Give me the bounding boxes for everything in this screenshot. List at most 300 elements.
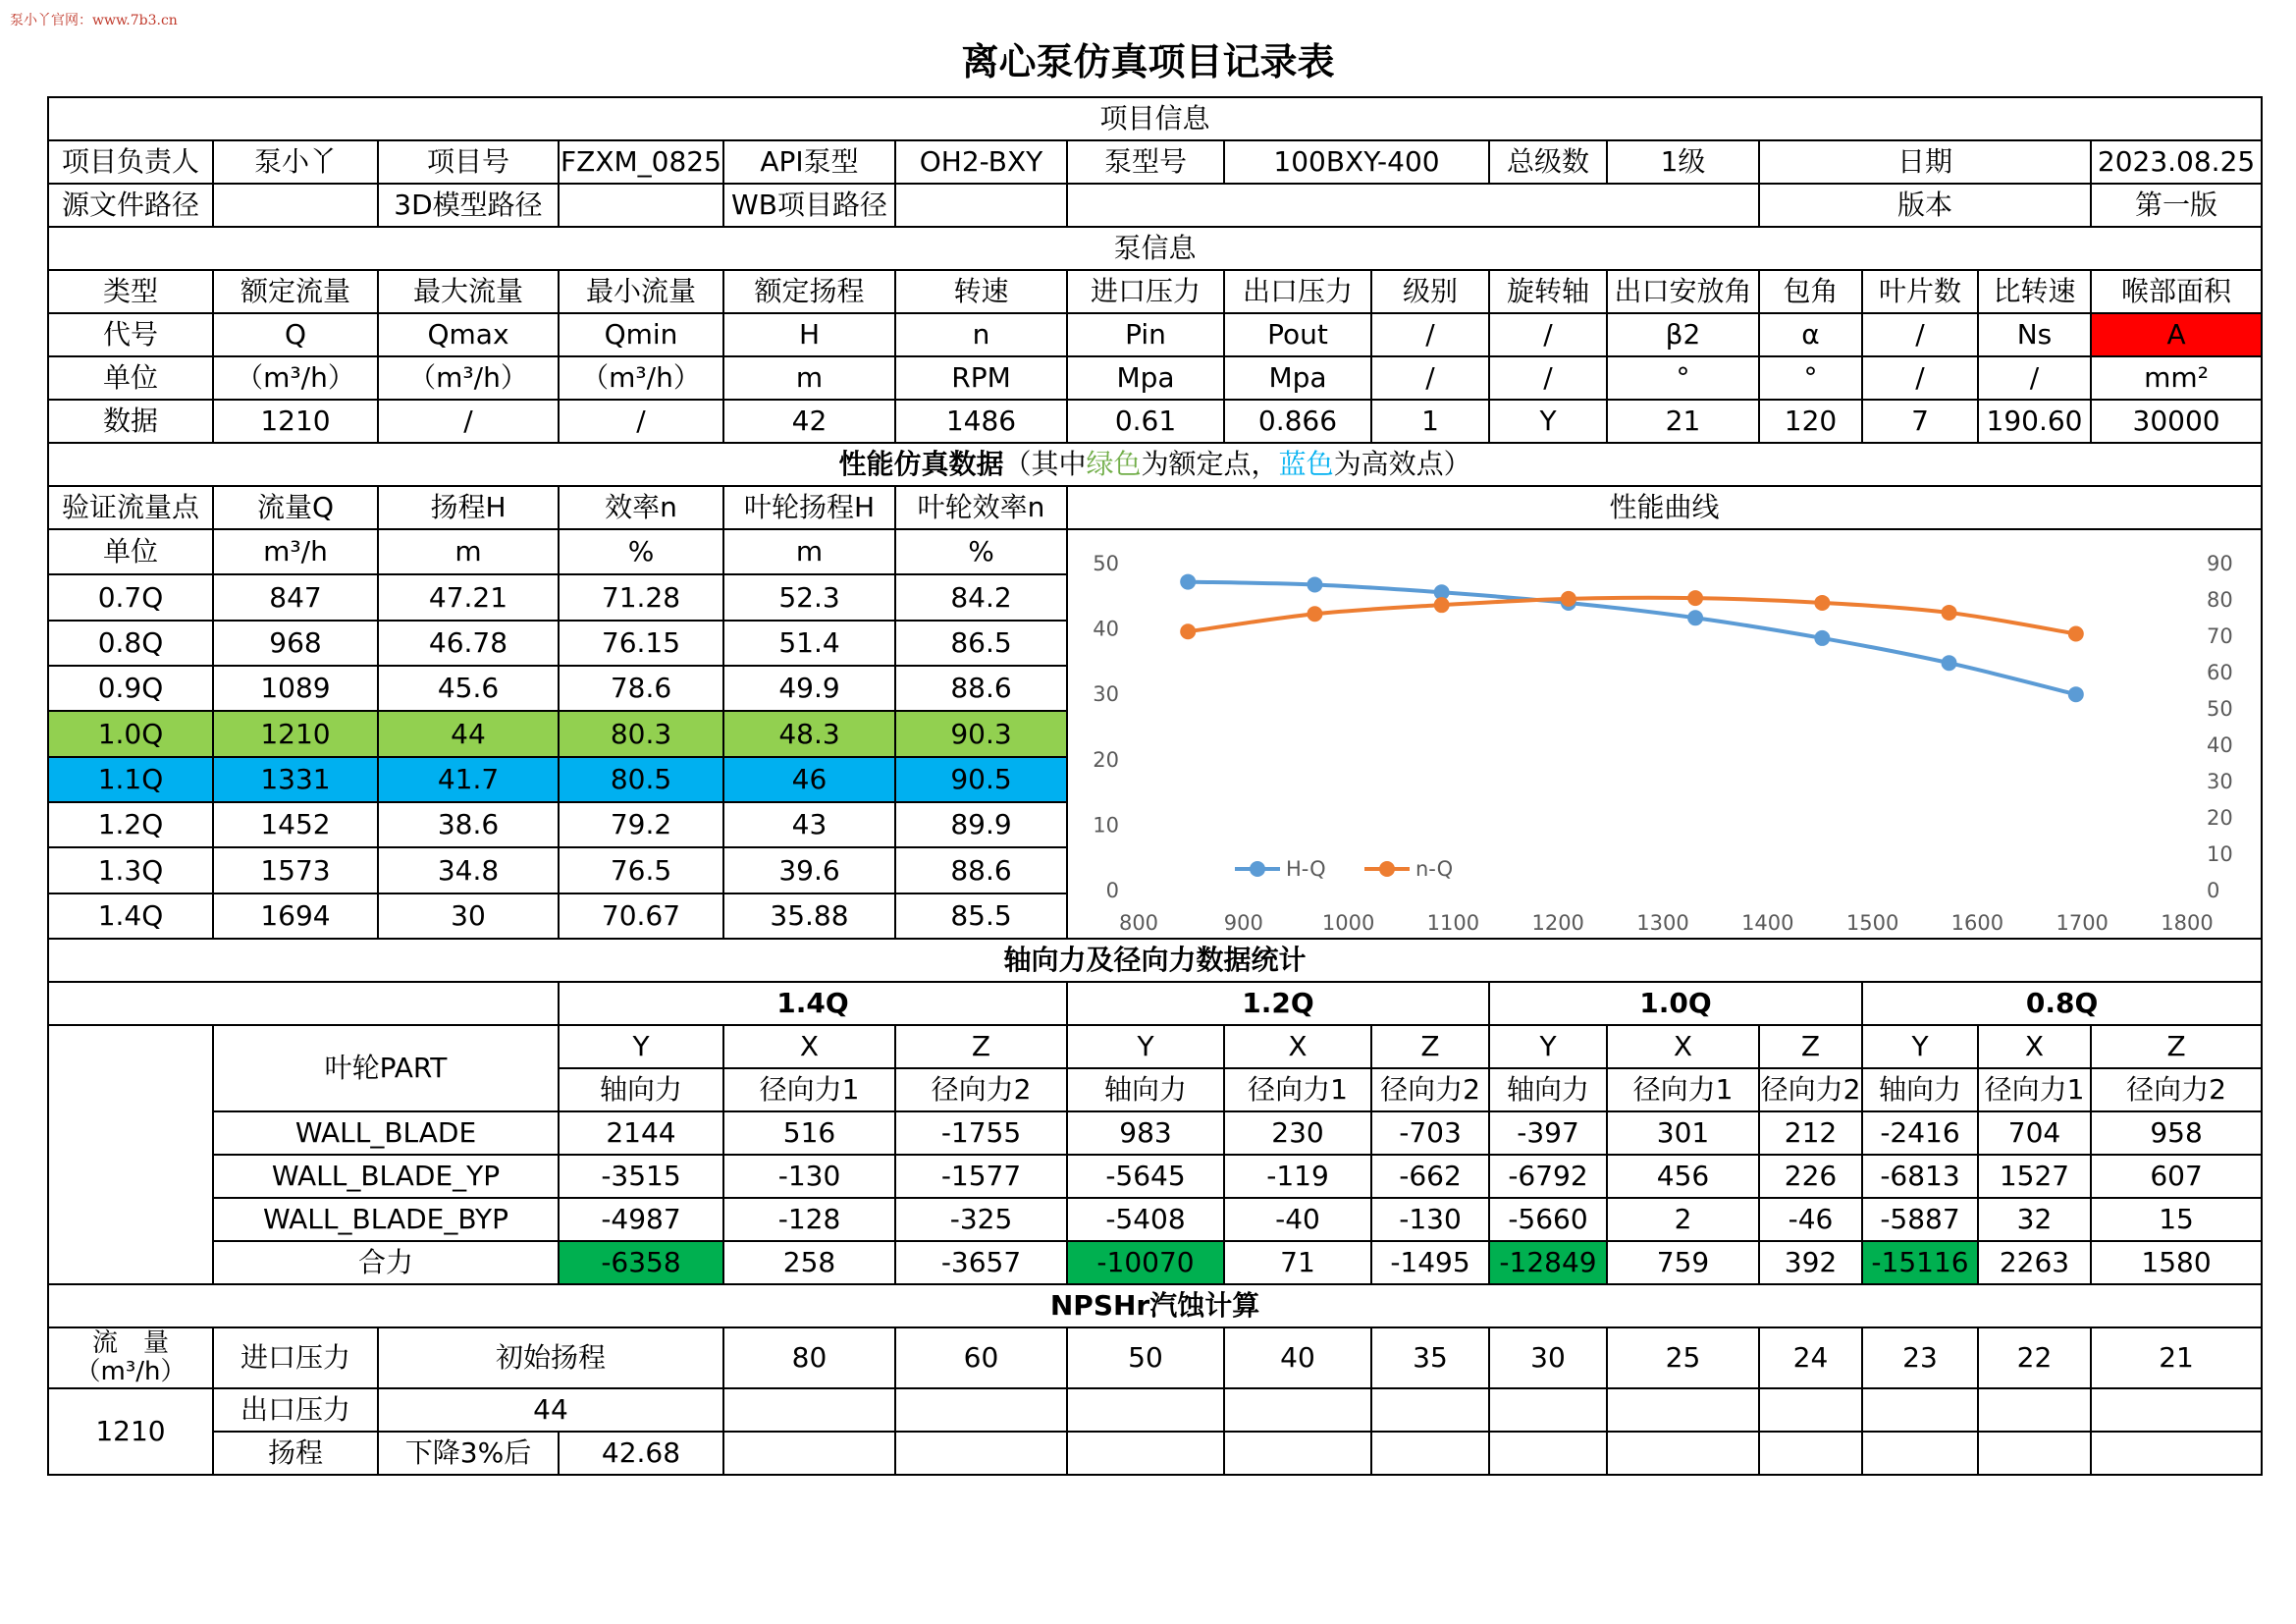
y-right-tick-label: 0 xyxy=(2207,879,2220,902)
perf-cell: 85.5 xyxy=(895,893,1067,939)
pump-data-cell: Y xyxy=(1489,400,1607,443)
wb-path-label: WB项目路径 xyxy=(723,184,895,227)
perf-unit-cell: m³/h xyxy=(213,529,378,574)
perf-cell: 76.5 xyxy=(559,847,723,893)
pump-units-cell: mm² xyxy=(2091,356,2262,400)
force-value-cell: -130 xyxy=(723,1155,895,1198)
perf-unit-cell: % xyxy=(559,529,723,574)
performance-note-blue: 蓝色 xyxy=(1278,448,1334,481)
pump-headers-cell: 进口压力 xyxy=(1067,270,1224,313)
date-value: 2023.08.25 xyxy=(2091,140,2262,184)
y-left-tick-label: 10 xyxy=(1093,813,1119,838)
pump-codes-cell: Pout xyxy=(1224,313,1371,356)
perf-cell: 0.7Q xyxy=(48,574,213,620)
perf-cell: 43 xyxy=(723,802,895,847)
npsh-pressure-cell: 60 xyxy=(895,1327,1067,1388)
perf-cell: 52.3 xyxy=(723,574,895,620)
force-value-cell: -10070 xyxy=(1067,1241,1224,1284)
chart-title: 性能曲线 xyxy=(1067,486,2262,529)
perf-cell: 89.9 xyxy=(895,802,1067,847)
force-axis-cell: Z xyxy=(1371,1025,1489,1068)
forces-group-1-4q: 1.4Q xyxy=(559,982,1067,1025)
pump-headers-cell: 转速 xyxy=(895,270,1067,313)
pump-data-cell: 190.60 xyxy=(1978,400,2091,443)
pump-data-cell: 7 xyxy=(1862,400,1978,443)
owner-value: 泵小丫 xyxy=(213,140,378,184)
pump-units-cell: ° xyxy=(1759,356,1862,400)
pump-codes-cell: Qmax xyxy=(378,313,559,356)
perf-cell: 1.2Q xyxy=(48,802,213,847)
npsh-pressure-cell: 35 xyxy=(1371,1327,1489,1388)
force-name-cell: 径向力2 xyxy=(1371,1068,1489,1111)
force-value-cell: 392 xyxy=(1759,1241,1862,1284)
pump-units-cell: / xyxy=(1978,356,2091,400)
npsh-empty-cell xyxy=(723,1432,895,1475)
npsh-empty-cell xyxy=(1224,1388,1371,1432)
y-left-tick-label: 30 xyxy=(1093,682,1119,707)
perf-cell: 51.4 xyxy=(723,621,895,666)
pump-headers-cell: 出口安放角 xyxy=(1607,270,1759,313)
force-name-cell: 径向力1 xyxy=(723,1068,895,1111)
perf-cell: 46.78 xyxy=(378,621,559,666)
performance-chart xyxy=(1068,530,2256,938)
npsh-pressure-cell: 24 xyxy=(1759,1327,1862,1388)
perf-cell: 1573 xyxy=(213,847,378,893)
perf-cell: 0.9Q xyxy=(48,666,213,711)
pump-data-cell: / xyxy=(559,400,723,443)
y-left-tick-label: 0 xyxy=(1105,879,1119,902)
series-point-H-Q xyxy=(1942,655,1957,671)
npsh-empty-cell xyxy=(723,1388,895,1432)
force-value-cell: 212 xyxy=(1759,1111,1862,1155)
npsh-flow-value: 1210 xyxy=(48,1388,213,1475)
npsh-outlet-value: 44 xyxy=(378,1388,723,1432)
perf-unit-cell: m xyxy=(723,529,895,574)
npsh-pressure-cell: 22 xyxy=(1978,1327,2091,1388)
pump-units-cell: ° xyxy=(1607,356,1759,400)
force-name-cell: 轴向力 xyxy=(1489,1068,1607,1111)
y-right-tick-label: 50 xyxy=(2207,697,2233,721)
force-name-cell: 径向力1 xyxy=(1224,1068,1371,1111)
force-value-cell: 301 xyxy=(1607,1111,1759,1155)
force-axis-cell: Z xyxy=(1759,1025,1862,1068)
series-point-n-Q xyxy=(1687,590,1703,606)
pump-codes-cell: α xyxy=(1759,313,1862,356)
force-axis-cell: Z xyxy=(895,1025,1067,1068)
npsh-empty-cell xyxy=(1978,1432,2091,1475)
pump-codes-cell: A xyxy=(2091,313,2262,356)
series-point-H-Q xyxy=(2068,686,2084,702)
force-part-label: WALL_BLADE_BYP xyxy=(213,1198,559,1241)
perf-unit-cell: % xyxy=(895,529,1067,574)
npsh-pressure-cell: 23 xyxy=(1862,1327,1978,1388)
force-value-cell: -130 xyxy=(1371,1198,1489,1241)
npsh-outlet-label: 出口压力 xyxy=(213,1388,378,1432)
force-axis-cell: X xyxy=(723,1025,895,1068)
performance-note-green: 绿色 xyxy=(1086,448,1142,481)
force-part-label: WALL_BLADE xyxy=(213,1111,559,1155)
y-right-tick-label: 10 xyxy=(2207,842,2233,866)
npsh-empty-cell xyxy=(1607,1388,1759,1432)
force-name-cell: 径向力2 xyxy=(895,1068,1067,1111)
npsh-drop-label: 下降3%后 xyxy=(378,1432,559,1475)
forces-blank-header xyxy=(48,982,559,1025)
force-value-cell: -1495 xyxy=(1371,1241,1489,1284)
npsh-empty-cell xyxy=(1489,1432,1607,1475)
pump-headers-cell: 叶片数 xyxy=(1862,270,1978,313)
pump-headers-cell: 类型 xyxy=(48,270,213,313)
pump-units-cell: / xyxy=(1862,356,1978,400)
force-axis-cell: Y xyxy=(1862,1025,1978,1068)
pump-codes-cell: / xyxy=(1371,313,1489,356)
forces-blank-col xyxy=(48,1025,213,1284)
y-left-tick-label: 20 xyxy=(1093,747,1119,772)
npsh-inlet-label: 进口压力 xyxy=(213,1327,378,1388)
y-right-tick-label: 90 xyxy=(2207,552,2233,575)
pump-headers-cell: 包角 xyxy=(1759,270,1862,313)
model3d-path-value xyxy=(559,184,723,227)
force-value-cell: -46 xyxy=(1759,1198,1862,1241)
perf-header-cell: 验证流量点 xyxy=(48,486,213,529)
force-value-cell: 230 xyxy=(1224,1111,1371,1155)
pump-data-cell: 120 xyxy=(1759,400,1862,443)
perf-cell: 46 xyxy=(723,757,895,802)
force-value-cell: -15116 xyxy=(1862,1241,1978,1284)
performance-note-3: 为高效点） xyxy=(1333,448,1471,481)
pump-codes-cell: β2 xyxy=(1607,313,1759,356)
force-value-cell: -2416 xyxy=(1862,1111,1978,1155)
pump-units-cell: 单位 xyxy=(48,356,213,400)
x-tick-label: 1800 xyxy=(2161,911,2214,935)
record-table xyxy=(47,96,2263,1476)
npsh-pressure-cell: 30 xyxy=(1489,1327,1607,1388)
project-no-label: 项目号 xyxy=(378,140,559,184)
force-value-cell: -40 xyxy=(1224,1198,1371,1241)
pump-codes-cell: Qmin xyxy=(559,313,723,356)
x-tick-label: 1700 xyxy=(2056,911,2109,935)
perf-cell: 70.67 xyxy=(559,893,723,939)
y-right-tick-label: 30 xyxy=(2207,770,2233,793)
force-name-cell: 径向力2 xyxy=(1759,1068,1862,1111)
pump-units-cell: Mpa xyxy=(1224,356,1371,400)
legend-label-n-Q: n-Q xyxy=(1415,857,1454,881)
force-name-cell: 径向力1 xyxy=(1607,1068,1759,1111)
force-value-cell: 607 xyxy=(2091,1155,2262,1198)
force-name-cell: 轴向力 xyxy=(1862,1068,1978,1111)
force-value-cell: -6358 xyxy=(559,1241,723,1284)
pump-model-value: 100BXY-400 xyxy=(1224,140,1489,184)
x-tick-label: 800 xyxy=(1118,911,1159,935)
force-value-cell: -6813 xyxy=(1862,1155,1978,1198)
force-name-cell: 径向力2 xyxy=(2091,1068,2262,1111)
force-value-cell: -3657 xyxy=(895,1241,1067,1284)
force-part-label: 合力 xyxy=(213,1241,559,1284)
force-part-label: WALL_BLADE_YP xyxy=(213,1155,559,1198)
force-value-cell: 15 xyxy=(2091,1198,2262,1241)
npsh-empty-cell xyxy=(1371,1432,1489,1475)
pump-codes-cell: / xyxy=(1862,313,1978,356)
npsh-empty-cell xyxy=(1759,1432,1862,1475)
perf-cell: 0.8Q xyxy=(48,621,213,666)
x-tick-label: 1400 xyxy=(1741,911,1794,935)
perf-cell: 1.4Q xyxy=(48,893,213,939)
force-value-cell: 1527 xyxy=(1978,1155,2091,1198)
perf-cell: 1694 xyxy=(213,893,378,939)
force-name-cell: 径向力1 xyxy=(1978,1068,2091,1111)
perf-cell: 71.28 xyxy=(559,574,723,620)
force-value-cell: 2144 xyxy=(559,1111,723,1155)
npsh-pressure-cell: 21 xyxy=(2091,1327,2262,1388)
pump-data-cell: 1 xyxy=(1371,400,1489,443)
perf-header-cell: 效率n xyxy=(559,486,723,529)
y-right-tick-label: 60 xyxy=(2207,661,2233,684)
version-value: 第一版 xyxy=(2091,184,2262,227)
force-value-cell: 258 xyxy=(723,1241,895,1284)
force-value-cell: -3515 xyxy=(559,1155,723,1198)
force-value-cell: -119 xyxy=(1224,1155,1371,1198)
source-path-value xyxy=(213,184,378,227)
force-axis-cell: X xyxy=(1224,1025,1371,1068)
npsh-pressure-cell: 80 xyxy=(723,1327,895,1388)
force-axis-cell: Y xyxy=(1489,1025,1607,1068)
npsh-empty-cell xyxy=(2091,1388,2262,1432)
y-right-tick-label: 20 xyxy=(2207,806,2233,830)
perf-cell: 80.5 xyxy=(559,757,723,802)
force-value-cell: -6792 xyxy=(1489,1155,1607,1198)
npsh-pressure-cell: 25 xyxy=(1607,1327,1759,1388)
pump-codes-cell: n xyxy=(895,313,1067,356)
perf-cell: 90.3 xyxy=(895,711,1067,756)
force-value-cell: -5887 xyxy=(1862,1198,1978,1241)
project-no-value: FZXM_0825 xyxy=(559,140,723,184)
perf-cell: 1089 xyxy=(213,666,378,711)
force-value-cell: 456 xyxy=(1607,1155,1759,1198)
document-title: 离心泵仿真项目记录表 xyxy=(961,40,1335,83)
version-label: 版本 xyxy=(1759,184,2091,227)
perf-cell: 38.6 xyxy=(378,802,559,847)
npsh-empty-cell xyxy=(1489,1388,1607,1432)
pump-codes-cell: Q xyxy=(213,313,378,356)
pump-codes-cell: Ns xyxy=(1978,313,2091,356)
pump-data-cell: 42 xyxy=(723,400,895,443)
perf-cell: 1.3Q xyxy=(48,847,213,893)
npsh-empty-cell xyxy=(1862,1432,1978,1475)
legend-label-H-Q: H-Q xyxy=(1286,857,1326,881)
npsh-empty-cell xyxy=(1224,1432,1371,1475)
pump-data-cell: 0.866 xyxy=(1224,400,1371,443)
x-tick-label: 1100 xyxy=(1426,911,1480,935)
force-value-cell: -703 xyxy=(1371,1111,1489,1155)
perf-cell: 90.5 xyxy=(895,757,1067,802)
force-value-cell: 32 xyxy=(1978,1198,2091,1241)
pump-headers-cell: 最小流量 xyxy=(559,270,723,313)
perf-cell: 1331 xyxy=(213,757,378,802)
force-name-cell: 轴向力 xyxy=(1067,1068,1224,1111)
force-value-cell: 2263 xyxy=(1978,1241,2091,1284)
npsh-empty-cell xyxy=(895,1432,1067,1475)
npsh-empty-cell xyxy=(1067,1388,1224,1432)
perf-cell: 84.2 xyxy=(895,574,1067,620)
series-point-H-Q xyxy=(1814,630,1830,646)
legend-marker-n-Q xyxy=(1379,861,1395,877)
perf-cell: 79.2 xyxy=(559,802,723,847)
pump-data-cell: 数据 xyxy=(48,400,213,443)
force-value-cell: -325 xyxy=(895,1198,1067,1241)
pump-headers-cell: 喉部面积 xyxy=(2091,270,2262,313)
force-value-cell: -662 xyxy=(1371,1155,1489,1198)
x-tick-label: 1000 xyxy=(1321,911,1375,935)
npsh-empty-cell xyxy=(1607,1432,1759,1475)
perf-header-cell: 流量Q xyxy=(213,486,378,529)
perf-cell: 968 xyxy=(213,621,378,666)
series-point-H-Q xyxy=(1687,610,1703,625)
force-value-cell: -5408 xyxy=(1067,1198,1224,1241)
y-right-tick-label: 70 xyxy=(2207,624,2233,648)
api-type-value: OH2-BXY xyxy=(895,140,1067,184)
series-point-n-Q xyxy=(1180,623,1196,639)
pump-units-cell: / xyxy=(1371,356,1489,400)
perf-cell: 48.3 xyxy=(723,711,895,756)
performance-chart-cell xyxy=(1067,529,2262,939)
pump-units-cell: （m³/h） xyxy=(559,356,723,400)
force-value-cell: 958 xyxy=(2091,1111,2262,1155)
stages-value: 1级 xyxy=(1607,140,1759,184)
perf-cell: 1.0Q xyxy=(48,711,213,756)
perf-cell: 35.88 xyxy=(723,893,895,939)
force-name-cell: 轴向力 xyxy=(559,1068,723,1111)
perf-cell: 49.9 xyxy=(723,666,895,711)
owner-label: 项目负责人 xyxy=(48,140,213,184)
watermark: 泵小丫官网：www.7b3.cn xyxy=(10,13,178,28)
legend-marker-H-Q xyxy=(1250,861,1265,877)
npsh-empty-cell xyxy=(1759,1388,1862,1432)
force-axis-cell: Y xyxy=(1067,1025,1224,1068)
pump-data-cell: 21 xyxy=(1607,400,1759,443)
pump-units-cell: / xyxy=(1489,356,1607,400)
forces-group-1-2q: 1.2Q xyxy=(1067,982,1489,1025)
perf-cell: 80.3 xyxy=(559,711,723,756)
force-value-cell: -4987 xyxy=(559,1198,723,1241)
npsh-pressure-cell: 40 xyxy=(1224,1327,1371,1388)
perf-cell: 1210 xyxy=(213,711,378,756)
section-forces: 轴向力及径向力数据统计 xyxy=(48,939,2262,982)
pump-model-label: 泵型号 xyxy=(1067,140,1224,184)
perf-cell: 30 xyxy=(378,893,559,939)
pump-headers-cell: 额定流量 xyxy=(213,270,378,313)
force-axis-cell: Y xyxy=(559,1025,723,1068)
x-tick-label: 1200 xyxy=(1531,911,1584,935)
series-point-n-Q xyxy=(1814,595,1830,611)
force-value-cell: 71 xyxy=(1224,1241,1371,1284)
date-label: 日期 xyxy=(1759,140,2091,184)
series-point-H-Q xyxy=(1307,576,1322,592)
perf-cell: 41.7 xyxy=(378,757,559,802)
impeller-part-label: 叶轮PART xyxy=(213,1025,559,1111)
series-point-n-Q xyxy=(1307,606,1322,622)
model3d-path-label: 3D模型路径 xyxy=(378,184,559,227)
pump-units-cell: （m³/h） xyxy=(213,356,378,400)
perf-header-cell: 叶轮效率n xyxy=(895,486,1067,529)
npsh-initial-head-label: 初始扬程 xyxy=(378,1327,723,1388)
perf-cell: 1.1Q xyxy=(48,757,213,802)
perf-cell: 1452 xyxy=(213,802,378,847)
force-value-cell: -12849 xyxy=(1489,1241,1607,1284)
x-tick-label: 1600 xyxy=(1950,911,2004,935)
pump-codes-cell: 代号 xyxy=(48,313,213,356)
path-extra-value xyxy=(1067,184,1759,227)
y-right-tick-label: 40 xyxy=(2207,733,2233,757)
series-point-n-Q xyxy=(1434,597,1450,613)
perf-header-cell: 扬程H xyxy=(378,486,559,529)
section-pump-info: 泵信息 xyxy=(48,227,2262,270)
pump-headers-cell: 额定扬程 xyxy=(723,270,895,313)
force-value-cell: 759 xyxy=(1607,1241,1759,1284)
pump-units-cell: Mpa xyxy=(1067,356,1224,400)
force-value-cell: -1755 xyxy=(895,1111,1067,1155)
pump-data-cell: 1486 xyxy=(895,400,1067,443)
perf-cell: 34.8 xyxy=(378,847,559,893)
force-value-cell: 516 xyxy=(723,1111,895,1155)
pump-units-cell: （m³/h） xyxy=(378,356,559,400)
section-performance xyxy=(48,443,2262,486)
perf-cell: 847 xyxy=(213,574,378,620)
pump-headers-cell: 出口压力 xyxy=(1224,270,1371,313)
force-value-cell: 226 xyxy=(1759,1155,1862,1198)
pump-codes-cell: Pin xyxy=(1067,313,1224,356)
y-left-tick-label: 40 xyxy=(1093,617,1119,641)
x-tick-label: 900 xyxy=(1223,911,1263,935)
perf-cell: 39.6 xyxy=(723,847,895,893)
npsh-drop-value: 42.68 xyxy=(559,1432,723,1475)
perf-unit-cell: m xyxy=(378,529,559,574)
series-point-n-Q xyxy=(2068,626,2084,642)
force-value-cell: -5660 xyxy=(1489,1198,1607,1241)
stages-label: 总级数 xyxy=(1489,140,1607,184)
force-axis-cell: Z xyxy=(2091,1025,2262,1068)
perf-cell: 47.21 xyxy=(378,574,559,620)
performance-title: 性能仿真数据 xyxy=(838,448,1004,481)
perf-unit-cell: 单位 xyxy=(48,529,213,574)
force-value-cell: -128 xyxy=(723,1198,895,1241)
npsh-flow-label: 流 量 （m³/h） xyxy=(48,1327,213,1388)
perf-cell: 86.5 xyxy=(895,621,1067,666)
pump-codes-cell: H xyxy=(723,313,895,356)
npsh-empty-cell xyxy=(1862,1388,1978,1432)
pump-headers-cell: 旋转轴 xyxy=(1489,270,1607,313)
npsh-head-label: 扬程 xyxy=(213,1432,378,1475)
pump-data-cell: 0.61 xyxy=(1067,400,1224,443)
npsh-empty-cell xyxy=(1371,1388,1489,1432)
forces-group-0-8q: 0.8Q xyxy=(1862,982,2262,1025)
npsh-empty-cell xyxy=(1067,1432,1224,1475)
npsh-pressure-cell: 50 xyxy=(1067,1327,1224,1388)
force-value-cell: 983 xyxy=(1067,1111,1224,1155)
force-axis-cell: X xyxy=(1978,1025,2091,1068)
npsh-empty-cell xyxy=(895,1388,1067,1432)
force-value-cell: -1577 xyxy=(895,1155,1067,1198)
pump-units-cell: RPM xyxy=(895,356,1067,400)
pump-headers-cell: 最大流量 xyxy=(378,270,559,313)
x-tick-label: 1300 xyxy=(1636,911,1689,935)
performance-note-1: （其中 xyxy=(1003,448,1087,481)
pump-data-cell: / xyxy=(378,400,559,443)
pump-headers-cell: 比转速 xyxy=(1978,270,2091,313)
perf-cell: 88.6 xyxy=(895,666,1067,711)
pump-data-cell: 30000 xyxy=(2091,400,2262,443)
perf-cell: 45.6 xyxy=(378,666,559,711)
series-point-n-Q xyxy=(1561,591,1576,607)
force-value-cell: 2 xyxy=(1607,1198,1759,1241)
